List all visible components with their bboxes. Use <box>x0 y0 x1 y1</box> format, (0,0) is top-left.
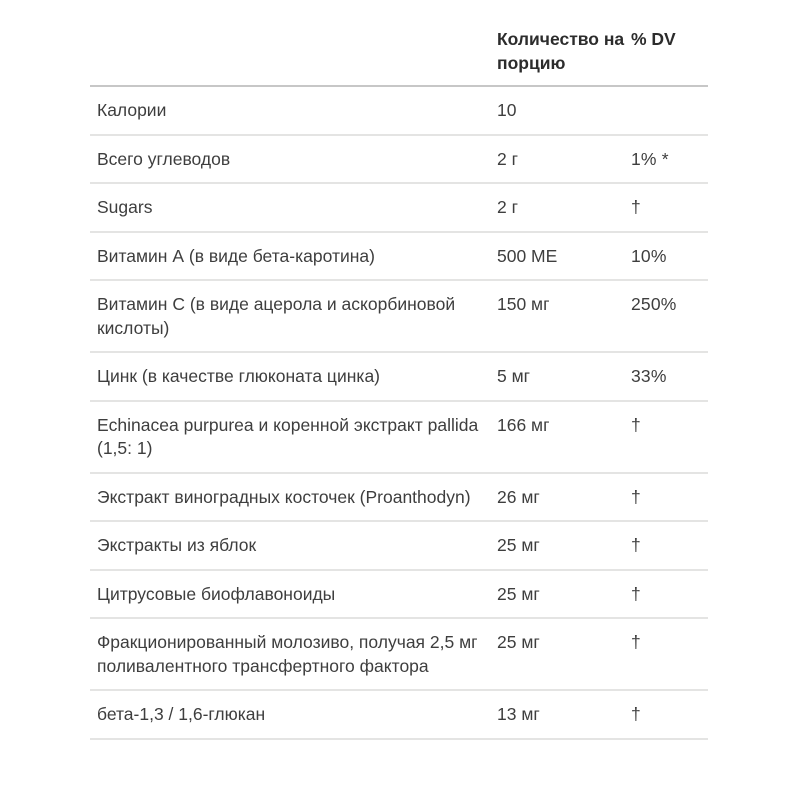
nutrient-name: Калории <box>97 100 167 120</box>
table-row <box>90 86 708 135</box>
nutrient-daily-value: 33% <box>631 366 667 386</box>
nutrient-amount: 25 мг <box>497 583 540 604</box>
nutrient-name: Экстракты из яблок <box>97 535 257 555</box>
table-row <box>90 401 708 473</box>
header-row <box>90 18 708 86</box>
nutrient-daily-value: † <box>631 197 641 217</box>
nutrient-name: Цинк (в качестве глюконата цинка) <box>97 366 380 386</box>
nutrient-amount: 10 <box>497 100 517 120</box>
nutrient-amount: 166 мг <box>497 414 550 435</box>
nutrient-amount: 150 мг <box>497 294 550 314</box>
nutrient-name: Всего углеводов <box>97 148 231 169</box>
nutrient-daily-value: 1% * <box>631 148 669 169</box>
header-name-spacer <box>90 18 497 86</box>
table-row <box>90 352 708 401</box>
supplement-facts-table <box>90 18 708 740</box>
table-header <box>90 18 708 86</box>
nutrient-amount: 25 мг <box>497 632 540 652</box>
nutrient-name: Фракционированный молозиво, получая 2,5 мг поливалентного трансфертного фактора <box>97 632 478 676</box>
nutrient-name: Витамин C (в виде ацерола и аскорбиновой кислоты) <box>97 294 456 338</box>
nutrient-name: Sugars <box>97 197 153 217</box>
nutrient-amount: 500 МЕ <box>497 245 558 266</box>
nutrient-amount: 2 г <box>497 197 518 217</box>
nutrient-name: бета-1,3 / 1,6-глюкан <box>97 704 266 724</box>
nutrient-daily-value: † <box>631 535 641 555</box>
table-row <box>90 570 708 619</box>
nutrient-name: Витамин А (в виде бета-каротина) <box>97 245 375 266</box>
nutrient-name: Цитрусовые биофлавоноиды <box>97 583 336 604</box>
table-row <box>90 473 708 522</box>
table-row <box>90 135 708 184</box>
nutrient-daily-value: † <box>631 704 641 724</box>
nutrient-daily-value: † <box>631 583 641 604</box>
table-row <box>90 232 708 281</box>
nutrient-daily-value: † <box>631 632 641 652</box>
table-row <box>90 183 708 232</box>
header-amount-per-serving: Количество на порцию <box>497 29 625 73</box>
nutrient-amount: 2 г <box>497 148 518 169</box>
nutrient-daily-value: 250% <box>631 294 677 314</box>
table-row <box>90 280 708 352</box>
nutrient-daily-value: 10% <box>631 245 667 266</box>
nutrient-name: Echinacea purpurea и коренной экстракт pallida (1,5: 1) <box>97 414 479 458</box>
table-row <box>90 618 708 690</box>
table-row <box>90 690 708 739</box>
nutrient-amount: 5 мг <box>497 366 531 386</box>
header-percent-dv: % DV <box>631 29 676 49</box>
table-row <box>90 521 708 570</box>
supplement-facts-panel <box>90 18 708 740</box>
nutrient-amount: 26 мг <box>497 486 540 507</box>
nutrient-amount: 13 мг <box>497 704 540 724</box>
nutrient-name: Экстракт виноградных косточек (Proanthodyn) <box>97 486 471 507</box>
nutrient-amount: 25 мг <box>497 535 540 555</box>
nutrient-daily-value: † <box>631 414 641 435</box>
nutrient-daily-value <box>631 86 708 135</box>
nutrient-daily-value: † <box>631 486 641 507</box>
table-body <box>90 86 708 739</box>
